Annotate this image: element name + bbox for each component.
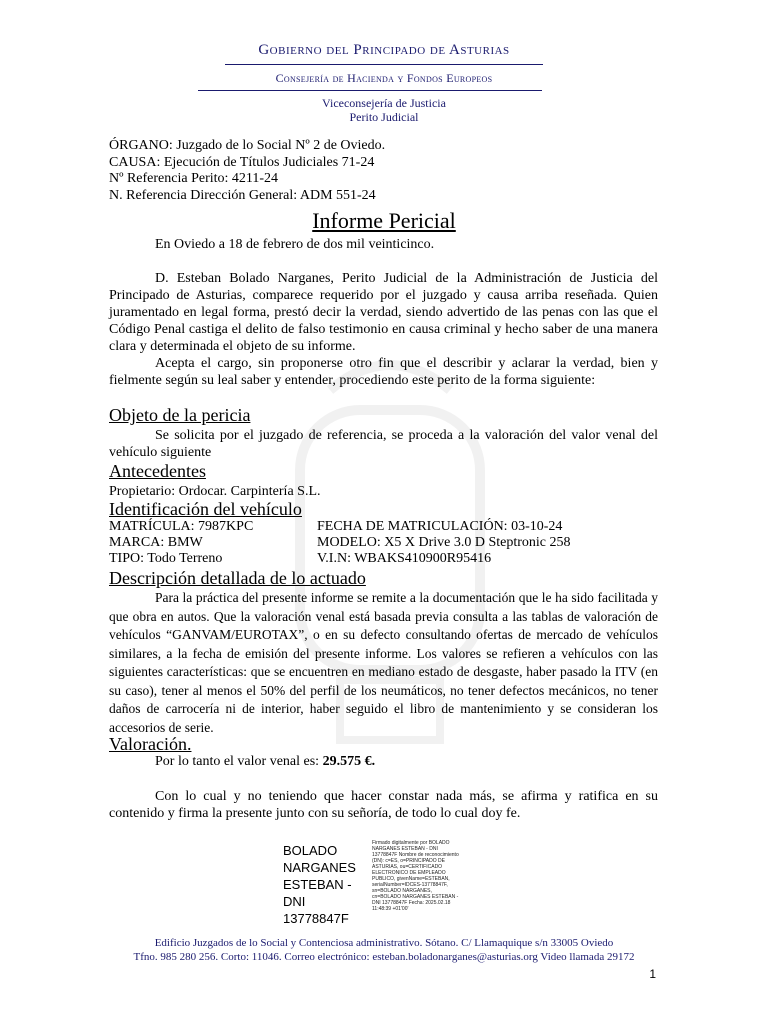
fecha-matriculacion: FECHA DE MATRICULACIÓN: 03-10-24 bbox=[317, 519, 563, 534]
signature-line: NARGANES bbox=[283, 860, 356, 875]
footer-contact bbox=[0, 950, 768, 964]
valoracion-text bbox=[109, 753, 658, 770]
council-name: Consejería de Hacienda y Fondos Europeos bbox=[275, 71, 493, 85]
section-heading: Descripción detallada de lo actuado bbox=[109, 568, 366, 588]
footer-address: Edificio Juzgados de lo Social y Contenciosa administrativo. Sótano. C/ Llamaquique s/n 33005 Oviedo bbox=[154, 937, 614, 949]
vin: V.I.N: WBAKS410900R95416 bbox=[317, 551, 492, 566]
objeto-text: Se solicita por el juzgado de referencia, se proceda a la valoración del valor venal del vehículo siguiente bbox=[109, 428, 658, 460]
signature-line: ESTEBAN - bbox=[283, 877, 352, 892]
section-heading: Valoración. bbox=[109, 734, 192, 754]
footer-phone: Tfno. 985 280 256. Corto: 11046. Correo electrónico: bbox=[133, 951, 373, 963]
role-label: Perito Judicial bbox=[349, 110, 419, 124]
intro-paragraph: D. Esteban Bolado Narganes, Perito Judicial de la Administración de Justicia del Principado de Asturias, comparece requerido por el juzgado y causa arriba reseñada. Quien juramentado en legal forma, prestó decir la verdad, siendo advertido de las penas con las que el Código Penal castiga el delito de falso testimonio en causa criminal y hecho saber de una manera clara y determinada el objeto de su informe. bbox=[109, 271, 658, 354]
descripcion-text: Para la práctica del presente informe se remite a la documentación que le ha sido facilitada y que obra en autos. Que la valoración venal está basada previa consulta a las tablas de valoración de vehículos “GANVAM/EUROTAX”, o en su defecto consultando ofertas de mercado de vehículos similares, a la fecha de emisión del presente informe. Los valores se refieren a vehículos con las siguientes características: que se encuentren en mediano estado de desgaste, haber pasado la ITV (en su caso), tener al menos el 50% del perfil de los neumáticos, no tener defectos mecánicos, no tener daños de carrocería ni de interior, haber seguido el libro de mantenimiento y se consideran los accesorios de serie. bbox=[109, 590, 658, 735]
header-rule bbox=[198, 90, 542, 91]
section-heading: Identificación del vehículo bbox=[109, 499, 302, 519]
government-name: Gobierno del Principado de Asturias bbox=[258, 42, 510, 58]
report-title: Informe Pericial bbox=[312, 208, 456, 233]
page-number: 1 bbox=[649, 967, 656, 981]
intro-paragraph: Acepta el cargo, sin proponerse otro fin que el describir y aclarar la verdad, bien y fielmente según su leal saber y entender, procediendo este perito de la forma siguiente: bbox=[109, 356, 658, 388]
signature-line: BOLADO bbox=[283, 843, 338, 858]
causa: CAUSA: Ejecución de Títulos Judiciales 71-24 bbox=[109, 154, 375, 170]
signature-line: 13778847F bbox=[283, 911, 349, 926]
valoracion-amount: 29.575 €. bbox=[322, 754, 376, 769]
ref-perito: Nº Referencia Perito: 4211-24 bbox=[109, 171, 279, 186]
case-metadata bbox=[109, 138, 385, 204]
vice-ministry: Viceconsejería de Justicia bbox=[322, 96, 446, 110]
section-heading: Antecedentes bbox=[109, 461, 206, 481]
date-line: En Oviedo a 18 de febrero de dos mil veinticinco. bbox=[155, 237, 435, 252]
matricula: MATRÍCULA: 7987KPC bbox=[109, 519, 254, 534]
section-heading: Objeto de la pericia bbox=[109, 405, 251, 425]
modelo: MODELO: X5 X Drive 3.0 D Steptronic 258 bbox=[317, 535, 571, 550]
department bbox=[0, 96, 768, 124]
valoracion-prefix: Por lo tanto el valor venal es: bbox=[155, 754, 323, 769]
signature-line: DNI bbox=[283, 894, 306, 909]
signature-detail: Firmado digitalmente por BOLADO NARGANES ESTEBAN - DNI 13778847F Nombre de reconocimiento (DN): c=ES, o=PRINCIPADO DE ASTURIAS, ou=CERTIFICADO ELECTRONICO DE EMPLEADO PUBLICO, givenName=ESTEBAN, serialNumber=IDCES-13778847F, sn=BOLADO NARGANES, cn=BOLADO NARGANES ESTEBAN - DNI 13778847F Fecha: 2025.02.18 11:48:39 +01'00' bbox=[372, 840, 459, 912]
tipo: TIPO: Todo Terreno bbox=[109, 551, 223, 566]
marca: MARCA: BMW bbox=[109, 535, 203, 550]
closing-paragraph: Con lo cual y no teniendo que hacer constar nada más, se afirma y ratifica en su contenido y firma la presente junto con su señoría, de todo lo cual doy fe. bbox=[109, 789, 658, 821]
header-rule bbox=[225, 64, 543, 65]
footer-video: Video llamada 29172 bbox=[537, 951, 635, 963]
antecedentes-text: Propietario: Ordocar. Carpintería S.L. bbox=[109, 484, 321, 499]
organo: ÓRGANO: Juzgado de lo Social Nº 2 de Oviedo. bbox=[109, 138, 386, 153]
signature-name bbox=[283, 842, 356, 927]
email-link[interactable]: esteban.boladonarganes@asturias.org bbox=[372, 951, 538, 963]
ref-direccion: N. Referencia Dirección General: ADM 551-24 bbox=[109, 187, 376, 203]
